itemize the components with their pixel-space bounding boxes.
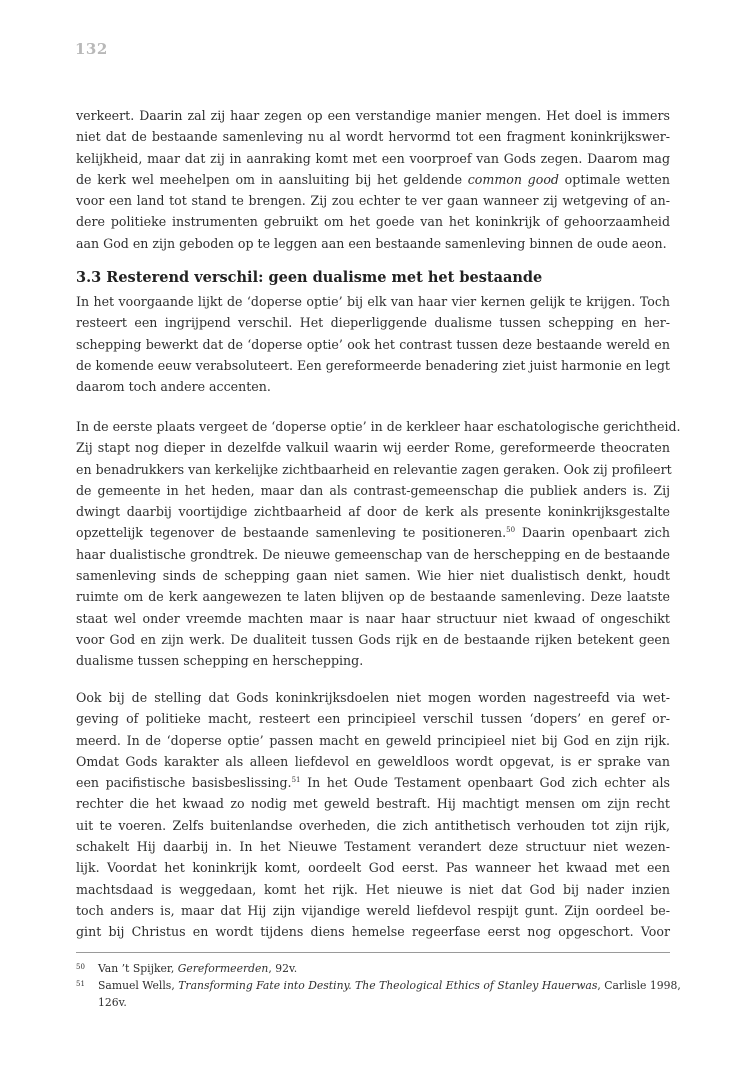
paragraph-4 <box>76 687 670 943</box>
text-line: haar dualistische grondtrek. De nieuwe gemeenschap van de herschepping en de bestaande <box>76 546 670 562</box>
paragraph-2 <box>76 291 670 397</box>
text-line: de gemeente in het heden, maar dan als contrast-gemeenschap die publiek anders is. Zij <box>76 482 670 498</box>
footnote-number: 51 <box>76 980 85 988</box>
text-line: een pacifistische basisbeslissing.$^{51}$ In het Oude Testament openbaart God zich echter als <box>76 775 670 791</box>
paragraph-1 <box>76 105 670 254</box>
text-line: lijk. Voordat het koninkrijk komt, oordeelt God eerst. Pas wanneer het kwaad met een <box>76 860 670 876</box>
text-line: Omdat Gods karakter als alleen liefdevol en geweldloos wordt opgevat, is er sprake van <box>76 753 670 769</box>
text-line: voor God en zijn werk. De dualiteit tussen Gods rijk en de bestaande rijken betekent geen <box>76 631 670 647</box>
italic-term: common good <box>467 171 559 187</box>
text-line: toch anders is, maar dat Hij zijn vijandige wereld liefdevol respijt gunt. Zijn oordeel be- <box>76 902 670 918</box>
footnote-text: Samuel Wells, Transforming Fate into Destiny. The Theological Ethics of Stanley Hauerwas, Carlisle 1998, <box>98 979 681 992</box>
text-line: In de eerste plaats vergeet de ‘doperse optie’ in de kerkleer haar eschatologische gerichtheid. <box>76 419 681 434</box>
footnote-ref-50[interactable]: 50 <box>506 526 516 535</box>
footnote-text: Van ’t Spijker, Gereformeerden, 92v. <box>98 962 298 975</box>
footnote-text: 126v. <box>98 996 127 1009</box>
text-line: dere politieke instrumenten gebruikt om het goede van het koninkrijk of gehoorzaamheid <box>76 214 670 230</box>
text-line: dwingt daarbij voortijdige zichtbaarheid af door de kerk als presente koninkrijksgestalte <box>76 504 670 520</box>
footnote-ref-51[interactable]: 51 <box>291 776 301 785</box>
text-line: gint bij Christus en wordt tijdens diens hemelse regeerfase eerst nog opgeschort. Voor <box>76 924 670 940</box>
text-line: daarom toch andere accenten. <box>76 379 271 395</box>
page-number: 132 <box>75 40 108 58</box>
text-line: verkeert. Daarin zal zij haar zegen op een verstandige manier mengen. Het doel is immers <box>76 108 670 123</box>
text-line: machtsdaad is weggedaan, komt het rijk. Het nieuwe is niet dat God bij nader inzien <box>76 881 670 897</box>
text-line: meerd. In de ‘doperse optie’ passen macht en geweld principieel niet bij God en zijn rijk. <box>76 732 670 748</box>
text-line: dualisme tussen schepping en herschepping. <box>76 653 364 669</box>
footnote-number: 50 <box>76 963 85 971</box>
text-line: rechter die het kwaad zo nodig met geweld bestraft. Hij machtigt mensen om zijn recht <box>76 796 670 812</box>
text-line: geving of politieke macht, resteert een principieel verschil tussen ‘dopers’ en geref or- <box>76 711 670 727</box>
text-line: kelijkheid, maar dat zij in aanraking komt met een voorproef van Gods zegen. Daarom mag <box>76 150 670 166</box>
text-line: resteert een ingrijpend verschil. Het dieperliggende dualisme tussen schepping en her- <box>76 315 670 331</box>
text-line: In het voorgaande lijkt de ‘doperse optie’ bij elk van haar vier kernen gelijk te krijgen. Toch <box>76 294 670 309</box>
section-heading: 3.3 Resterend verschil: geen dualisme met het bestaande <box>76 269 543 286</box>
text-line: en benadrukkers van kerkelijke zichtbaarheid en relevantie zagen geraken. Ook zij profileert <box>76 461 672 477</box>
text-line: de kerk wel meehelpen om in aansluiting bij het geldende common good optimale wetten <box>76 171 670 187</box>
text-line: aan God en zijn geboden op te leggen aan een bestaande samenleving binnen de oude aeon. <box>76 235 667 251</box>
text-line: niet dat de bestaande samenleving nu al wordt hervormd tot een fragment koninkrijkswer- <box>76 129 670 145</box>
text-line: ruimte om de kerk aangewezen te laten blijven op de bestaande samenleving. Deze laatste <box>76 589 670 605</box>
text-line: uit te voeren. Zelfs buitenlandse overheden, die zich antithetisch verhouden tot zijn rijk, <box>76 817 670 833</box>
text-line: schepping bewerkt dat de ‘doperse optie’ ook het contrast tussen deze bestaande wereld en <box>76 336 670 352</box>
text-line: Ook bij de stelling dat Gods koninkrijksdoelen niet mogen worden nagestreefd via wet- <box>76 690 670 705</box>
paragraph-3 <box>76 416 681 672</box>
text-line: samenleving sinds de schepping gaan niet samen. Wie hier niet dualistisch denkt, houdt <box>76 568 670 584</box>
text-line: opzettelijk tegenover de bestaande samenleving te positioneren.$^{50}$ Daarin openbaart zich <box>76 525 670 541</box>
footnote-divider <box>76 952 670 953</box>
text-line: de komende eeuw verabsoluteert. Een gereformeerde benadering ziet juist harmonie en legt <box>76 357 670 373</box>
text-line: staat wel onder vreemde machten maar is naar haar structuur niet kwaad of ongeschikt <box>76 610 670 626</box>
text-line: Zij stapt nog dieper in dezelfde valkuil waarin wij eerder Rome, gereformeerde theocraten <box>76 440 670 456</box>
text-line: voor een land tot stand te brengen. Zij zou echter te ver gaan wanneer zij wetgeving of an- <box>76 193 670 209</box>
text-line: schakelt Hij daarbij in. In het Nieuwe Testament verandert deze structuur niet wezen- <box>76 839 670 855</box>
